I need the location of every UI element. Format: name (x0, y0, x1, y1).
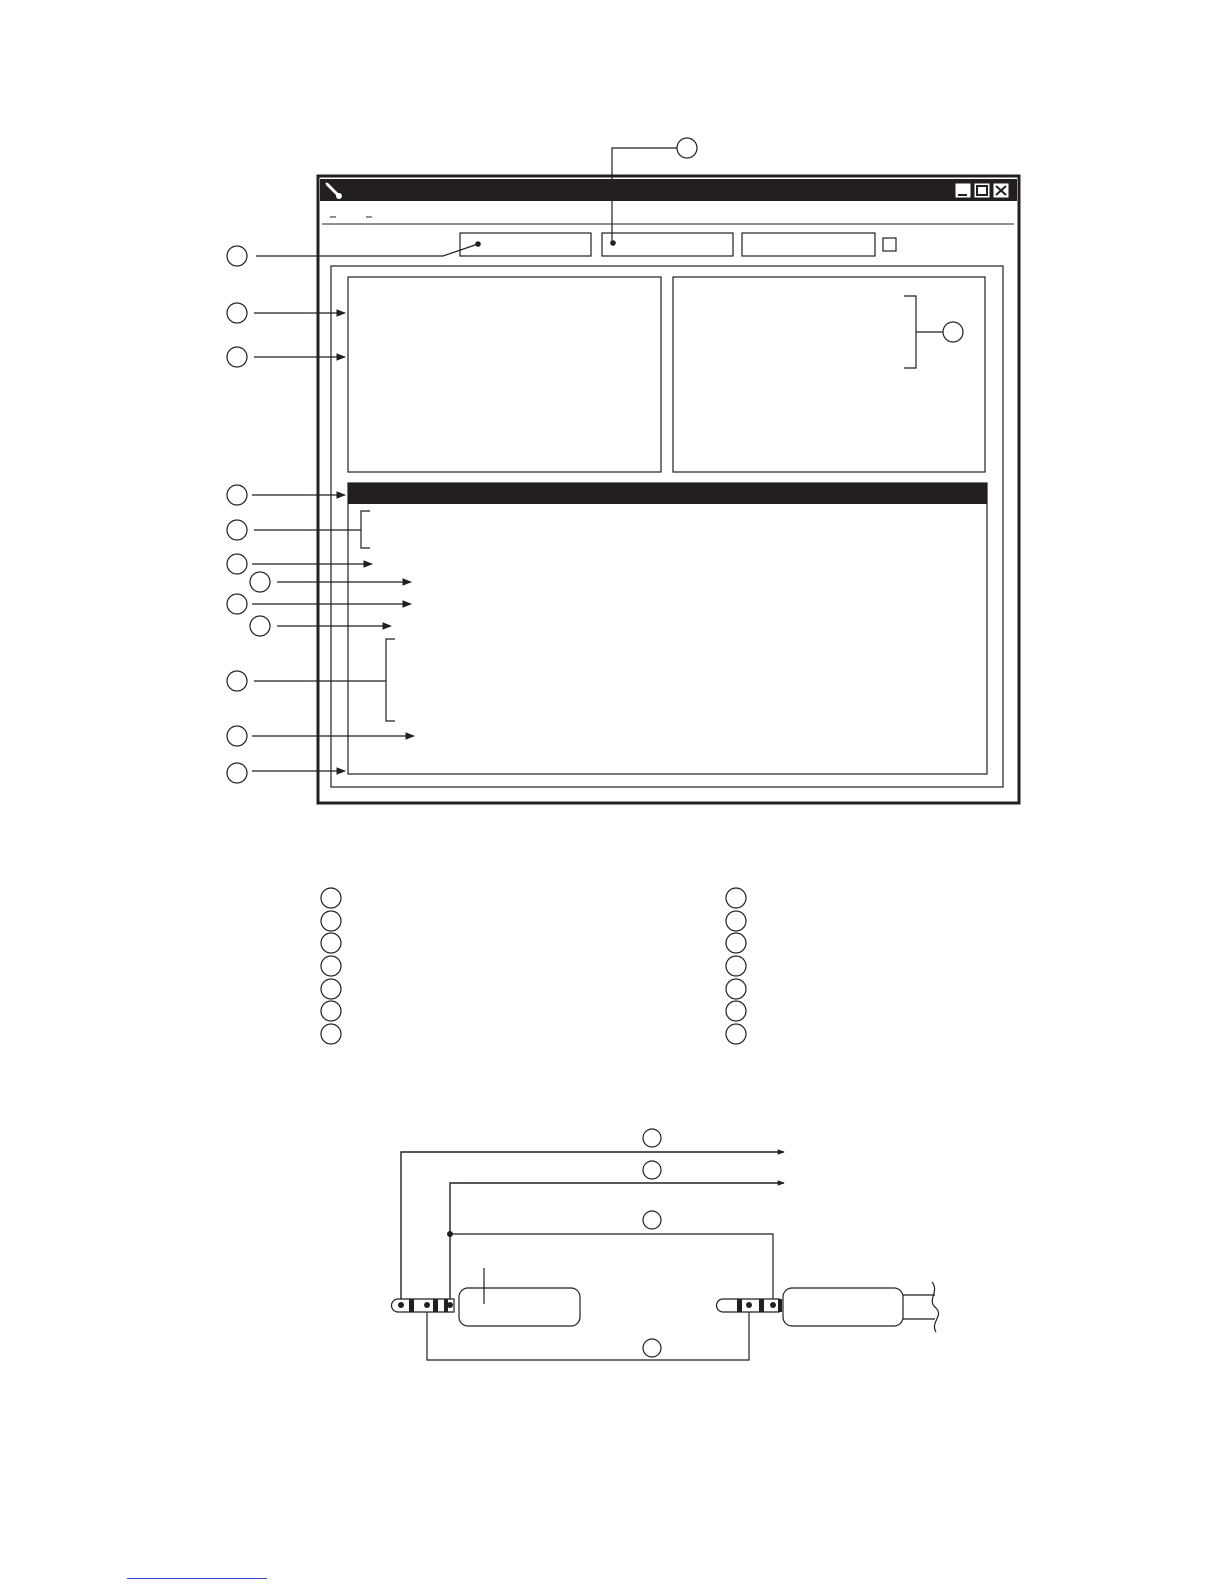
wire-1 (401, 1152, 784, 1305)
app-window (318, 176, 1019, 803)
toolbar-checkbox[interactable] (883, 238, 896, 251)
legend-right-column (726, 888, 746, 1044)
window-title-bar[interactable] (320, 179, 1017, 201)
wire-label-2 (643, 1161, 661, 1179)
wire-2 (450, 1183, 784, 1305)
wire-label-3 (643, 1211, 661, 1229)
log-panel-header (348, 483, 987, 504)
wire-label-1 (643, 1129, 661, 1147)
wire-label-4 (643, 1339, 661, 1357)
footer-link-underline (127, 1578, 267, 1579)
minimize-button[interactable] (955, 183, 971, 198)
left-plug (392, 1268, 581, 1326)
toolbar-field-3[interactable] (742, 233, 875, 256)
toolbar-field-2[interactable] (602, 233, 733, 256)
close-button[interactable] (993, 183, 1009, 198)
cable-diagram (392, 1129, 939, 1360)
right-plug (717, 1282, 939, 1332)
legend-left-column (321, 888, 341, 1044)
legend (321, 888, 746, 1044)
maximize-button[interactable] (974, 183, 990, 198)
